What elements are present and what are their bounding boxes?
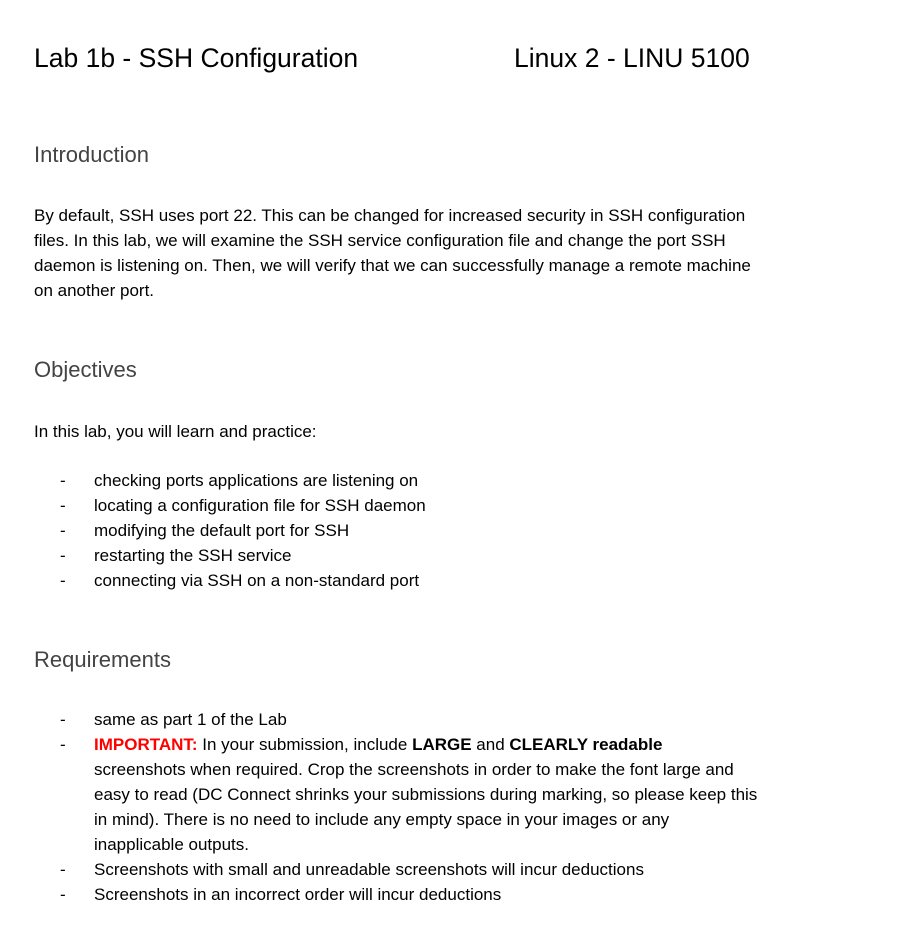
document-title: Lab 1b - SSH Configuration xyxy=(34,43,359,73)
list-item: - Screenshots in an incorrect order will incur deductions xyxy=(60,885,502,904)
paragraph-line: daemon is listening on. Then, we will verify that we can successfully manage a remote machine xyxy=(34,256,751,275)
paragraph-line: By default, SSH uses port 22. This can be changed for increased security in SSH configuration xyxy=(34,206,746,225)
list-item: - restarting the SSH service xyxy=(60,546,292,565)
list-item: - modifying the default port for SSH xyxy=(60,521,350,540)
list-item: - same as part 1 of the Lab xyxy=(60,710,287,729)
requirements-list xyxy=(34,707,757,907)
list-item: - Screenshots with small and unreadable screenshots will incur deductions xyxy=(60,860,644,879)
course-name: Linux 2 - LINU 5100 xyxy=(514,43,750,73)
requirements-heading: Requirements xyxy=(34,647,171,672)
objectives-list xyxy=(34,468,426,593)
list-item: - connecting via SSH on a non-standard port xyxy=(60,571,420,590)
list-item: - checking ports applications are listening on xyxy=(60,471,419,490)
important-label: IMPORTANT: xyxy=(94,735,198,754)
list-item: - locating a configuration file for SSH daemon xyxy=(60,496,426,515)
paragraph-line: on another port. xyxy=(34,281,155,300)
objectives-intro: In this lab, you will learn and practice: xyxy=(34,422,317,441)
introduction-paragraph xyxy=(34,203,751,303)
introduction-heading: Introduction xyxy=(34,142,149,167)
objectives-heading: Objectives xyxy=(34,357,137,382)
list-item-important: - IMPORTANT: In your submission, include LARGE and CLEARLY readable screenshots when required. Crop the screenshots in order to make the font large and easy to read (DC Connect shrinks your submissions during marking, so please keep this in mind). There is no need to include any empty space in your images or any inapplicable outputs. xyxy=(60,735,758,854)
paragraph-line: files. In this lab, we will examine the SSH service configuration file and change the port SSH xyxy=(34,231,726,250)
